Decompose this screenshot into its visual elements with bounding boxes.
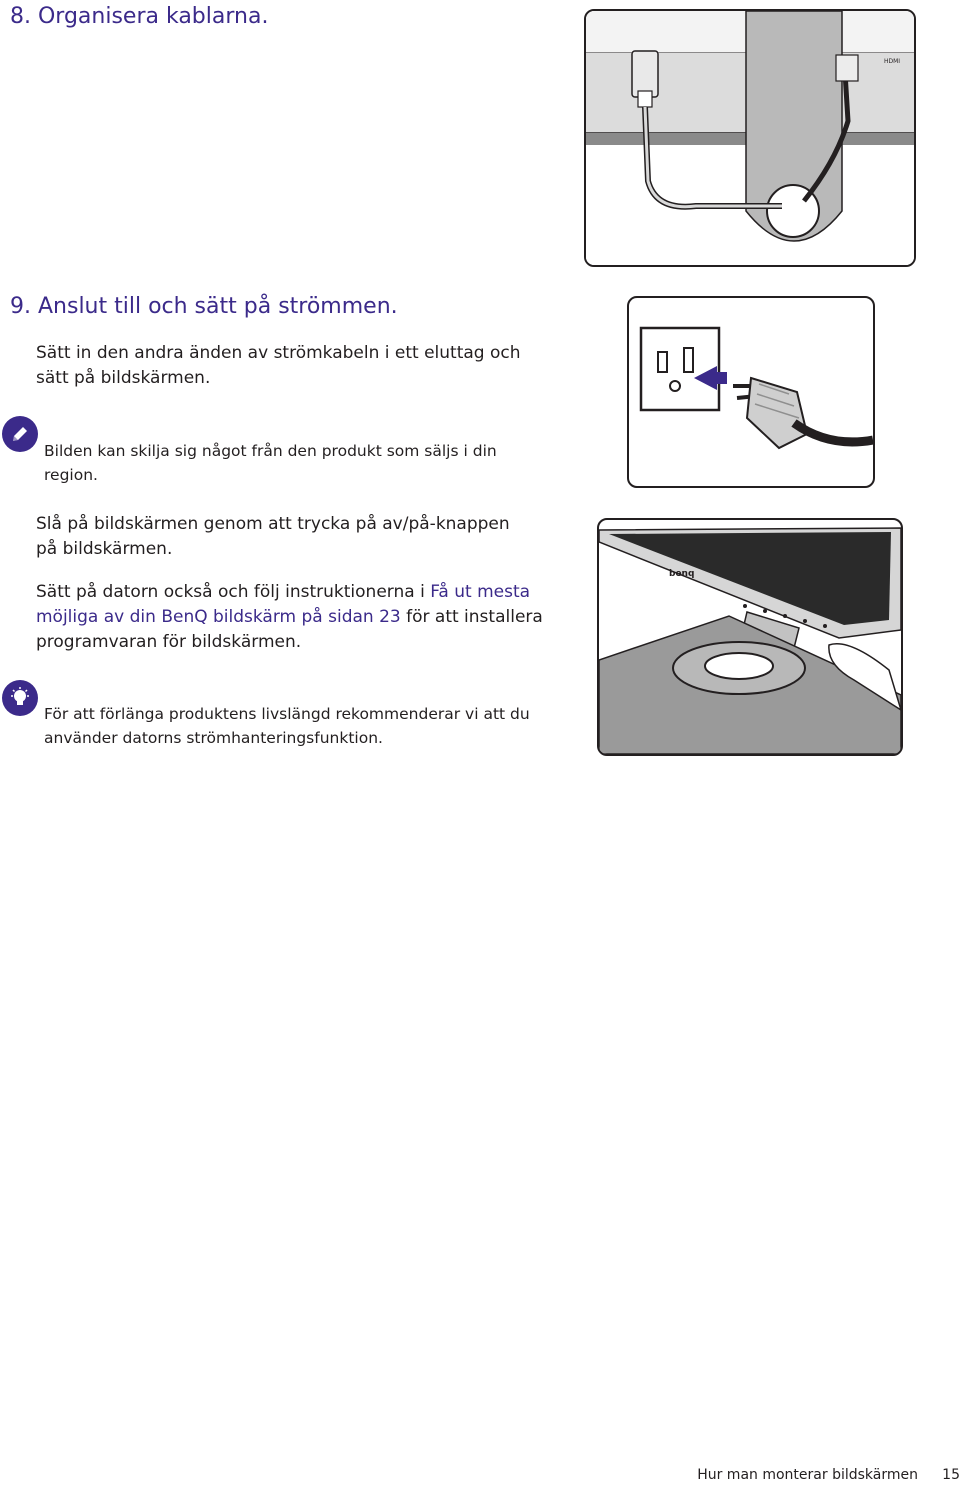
note-text: Bilden kan skilja sig något från den produkt som säljs i din region. [44,442,497,484]
computer-instruction [36,580,556,655]
monitor-back-drawing [586,11,914,265]
lightbulb-icon [2,680,38,716]
monitor-power-illustration [597,518,903,756]
tip-text: För att förlänga produktens livslängd rekommenderar vi att du använder datorns strömhanteringsfunktion. [44,705,530,747]
pencil-icon [2,416,38,452]
monitor-logo: benq [669,569,695,579]
cable-management-illustration [584,9,916,267]
outlet-plug-drawing [629,298,873,486]
footer-section-title: Hur man monterar bildskärmen [697,1467,918,1483]
instruction-text: Sätt på datorn också och följ instruktionerna i [36,582,431,602]
power-outlet-illustration [627,296,875,488]
hdmi-port-label: HDMI [884,58,901,65]
instruction-text-end: för att installera programvaran för bildskärmen. [36,607,543,652]
footer-page-number: 15 [942,1467,960,1483]
page-reference-link[interactable]: Få ut mesta möjliga av din BenQ bildskärm på sidan 23 [36,582,531,627]
step9-instruction: Sätt in den andra änden av strömkabeln i ett eluttag och sätt på bildskärmen. [36,343,521,388]
step8-heading: 8. Organisera kablarna. [10,4,269,29]
monitor-front-drawing [599,520,901,754]
power-button-instruction: Slå på bildskärmen genom att trycka på av/på-knappen på bildskärmen. [36,514,510,559]
step9-heading: 9. Anslut till och sätt på strömmen. [10,294,398,319]
